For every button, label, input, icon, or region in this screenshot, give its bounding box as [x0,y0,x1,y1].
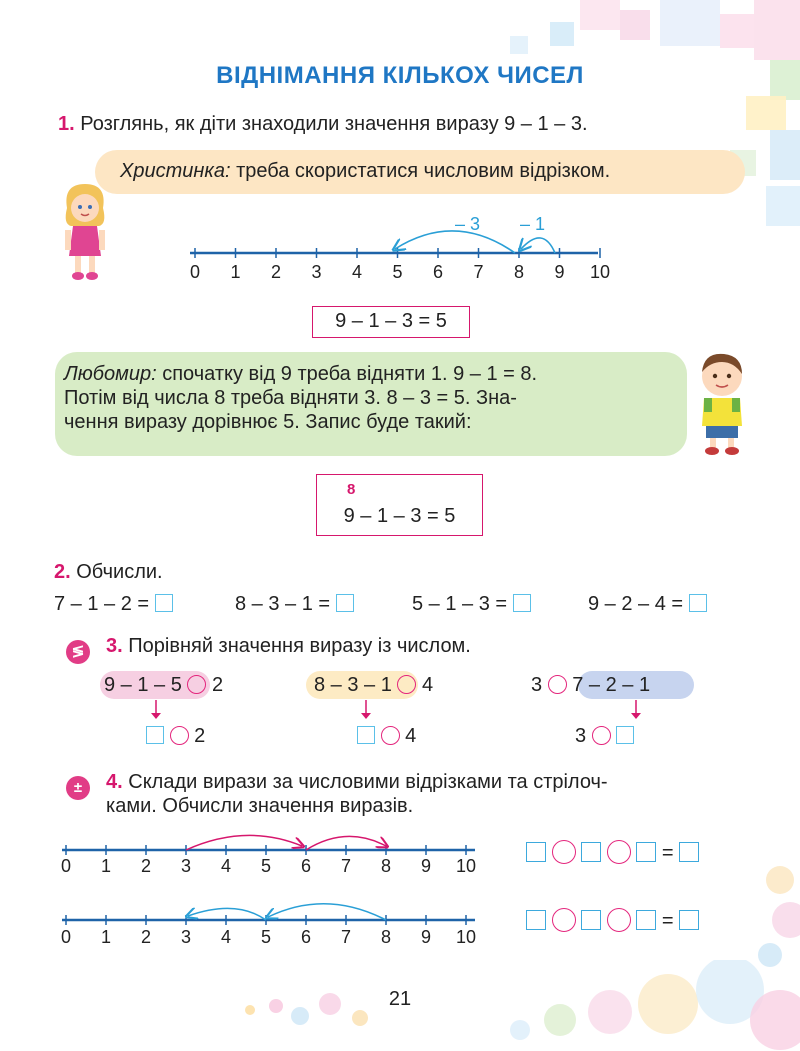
task2-heading [54,560,163,584]
tick-label: 7 [340,927,351,947]
tick-label: 8 [380,856,391,876]
tick-label: 9 [554,262,565,282]
jump-label-minus-1: – 1 [520,214,546,234]
boy-speech [64,362,684,434]
answer-box[interactable] [679,910,699,930]
tick-label: 0 [60,856,71,876]
expr-text: 9 – 2 – 4 = [588,593,684,615]
boy-line-1: спочатку від 9 треба відняти 1. 9 – 1 = 8. [162,363,538,385]
plus-minus-icon: ± [66,776,90,800]
tick-label: 4 [220,856,231,876]
answer-template-2 [526,908,699,933]
boy-line-2: Потім від числа 8 треба відняти 3. 8 – 3 = 5. Зна- [64,387,517,409]
answer-box[interactable] [526,910,546,930]
compare-icon: ≶ [66,640,90,664]
answer-template-1 [526,840,699,865]
compare-circle[interactable] [548,675,567,694]
compare-a [104,673,223,697]
task3-number: 3. [106,635,123,657]
tick-label: 10 [589,262,611,282]
task2-expr-4 [588,592,707,616]
compare-c-result [575,724,634,748]
tick-label: 6 [300,927,311,947]
compare-c-num: 3 [531,674,543,696]
page-title: ВІДНІМАННЯ КІЛЬКОХ ЧИСЕЛ [216,62,584,89]
task4-line-1: Склади вирази за числовими відрізками та стрілоч- [128,771,608,793]
answer-box[interactable] [513,594,531,612]
equation-1: 9 – 1 – 3 = 5 [335,310,447,332]
answer-box[interactable] [336,594,354,612]
task3-text: Порівняй значення виразу із числом. [128,635,471,657]
answer-box[interactable] [636,842,656,862]
expr-text: 8 – 3 – 1 = [235,593,331,615]
compare-c [531,673,650,697]
tick-label: 8 [380,927,391,947]
answer-box[interactable] [616,726,634,744]
compare-b [314,673,433,697]
compare-arrows [0,698,800,724]
tick-label: 3 [311,262,322,282]
tick-label: 1 [100,856,111,876]
tick-label: 1 [230,262,241,282]
compare-circle[interactable] [170,726,189,745]
task1-text: Розглянь, як діти знаходили значення виразу 9 – 1 – 3. [80,113,588,135]
answer-box[interactable] [679,842,699,862]
operator-circle[interactable] [607,840,631,864]
tick-label: 0 [189,262,200,282]
tick-label: 3 [180,856,191,876]
tick-label: 5 [260,856,271,876]
compare-circle[interactable] [592,726,611,745]
compare-a-result [146,724,205,748]
task3-heading [106,634,471,658]
tick-label: 2 [270,262,281,282]
compare-b-expr: 8 – 3 – 1 [314,674,392,696]
operator-circle[interactable] [552,840,576,864]
girl-illustration [55,180,115,282]
task1-number: 1. [58,113,75,135]
answer-box[interactable] [526,842,546,862]
compare-c-expr: 7 – 2 – 1 [572,674,651,696]
answer-box[interactable] [357,726,375,744]
task2-expr-3 [412,592,531,616]
jump-label-minus-3: – 3 [455,214,481,234]
decor-bubbles-right [740,860,800,970]
compare-b-result [357,724,416,748]
tick-label: 7 [340,856,351,876]
tick-label: 7 [473,262,484,282]
compare-a-expr: 9 – 1 – 5 [104,674,182,696]
tick-label: 6 [300,856,311,876]
answer-box[interactable] [146,726,164,744]
boy-illustration [688,348,758,458]
compare-a-res-num: 2 [194,725,206,747]
task4-line-2: ками. Обчисли значення виразів. [106,795,414,817]
tick-label: 8 [513,262,524,282]
task4-number: 4. [106,771,123,793]
compare-a-num: 2 [211,674,224,696]
tick-label: 10 [455,856,477,876]
compare-circle[interactable] [187,675,206,694]
equation-2: 9 – 1 – 3 = 5 [343,505,456,527]
tick-label: 5 [392,262,403,282]
tick-label: 5 [260,927,271,947]
task2-text: Обчисли. [76,561,163,583]
page-number: 21 [388,988,412,1010]
task2-expr-2 [235,592,354,616]
tick-label: 2 [140,927,151,947]
compare-b-num: 4 [421,674,434,696]
boy-line-3: чення виразу дорівнює 5. Запис буде такий: [64,411,472,433]
boy-name: Любомир: [64,363,157,385]
tick-label: 0 [60,927,71,947]
girl-name: Христинка: [120,160,231,182]
expr-text: 7 – 1 – 2 = [54,593,150,615]
girl-text: треба скористатися числовим відрізком. [236,160,611,182]
compare-circle[interactable] [397,675,416,694]
tick-label: 4 [220,927,231,947]
girl-speech [120,159,610,183]
intermediate-result: 8 [347,481,356,498]
compare-circle[interactable] [381,726,400,745]
tick-label: 9 [420,856,431,876]
operator-circle[interactable] [552,908,576,932]
tick-label: 4 [351,262,362,282]
answer-box[interactable] [581,910,601,930]
equals-sign: = [661,842,674,864]
tick-label: 6 [432,262,443,282]
task2-expr-1 [54,592,173,616]
tick-label: 3 [180,927,191,947]
expr-text: 5 – 1 – 3 = [412,593,508,615]
tick-label: 2 [140,856,151,876]
equals-sign: = [661,910,674,932]
answer-box[interactable] [155,594,173,612]
tick-label: 1 [100,927,111,947]
tick-label: 9 [420,927,431,947]
answer-box[interactable] [581,842,601,862]
operator-circle[interactable] [607,908,631,932]
compare-c-res-num: 3 [575,725,587,747]
task2-number: 2. [54,561,71,583]
tick-label: 10 [455,927,477,947]
compare-b-res-num: 4 [405,725,417,747]
task1-heading [58,112,588,136]
answer-box[interactable] [689,594,707,612]
task4-heading [106,770,746,818]
answer-box[interactable] [636,910,656,930]
